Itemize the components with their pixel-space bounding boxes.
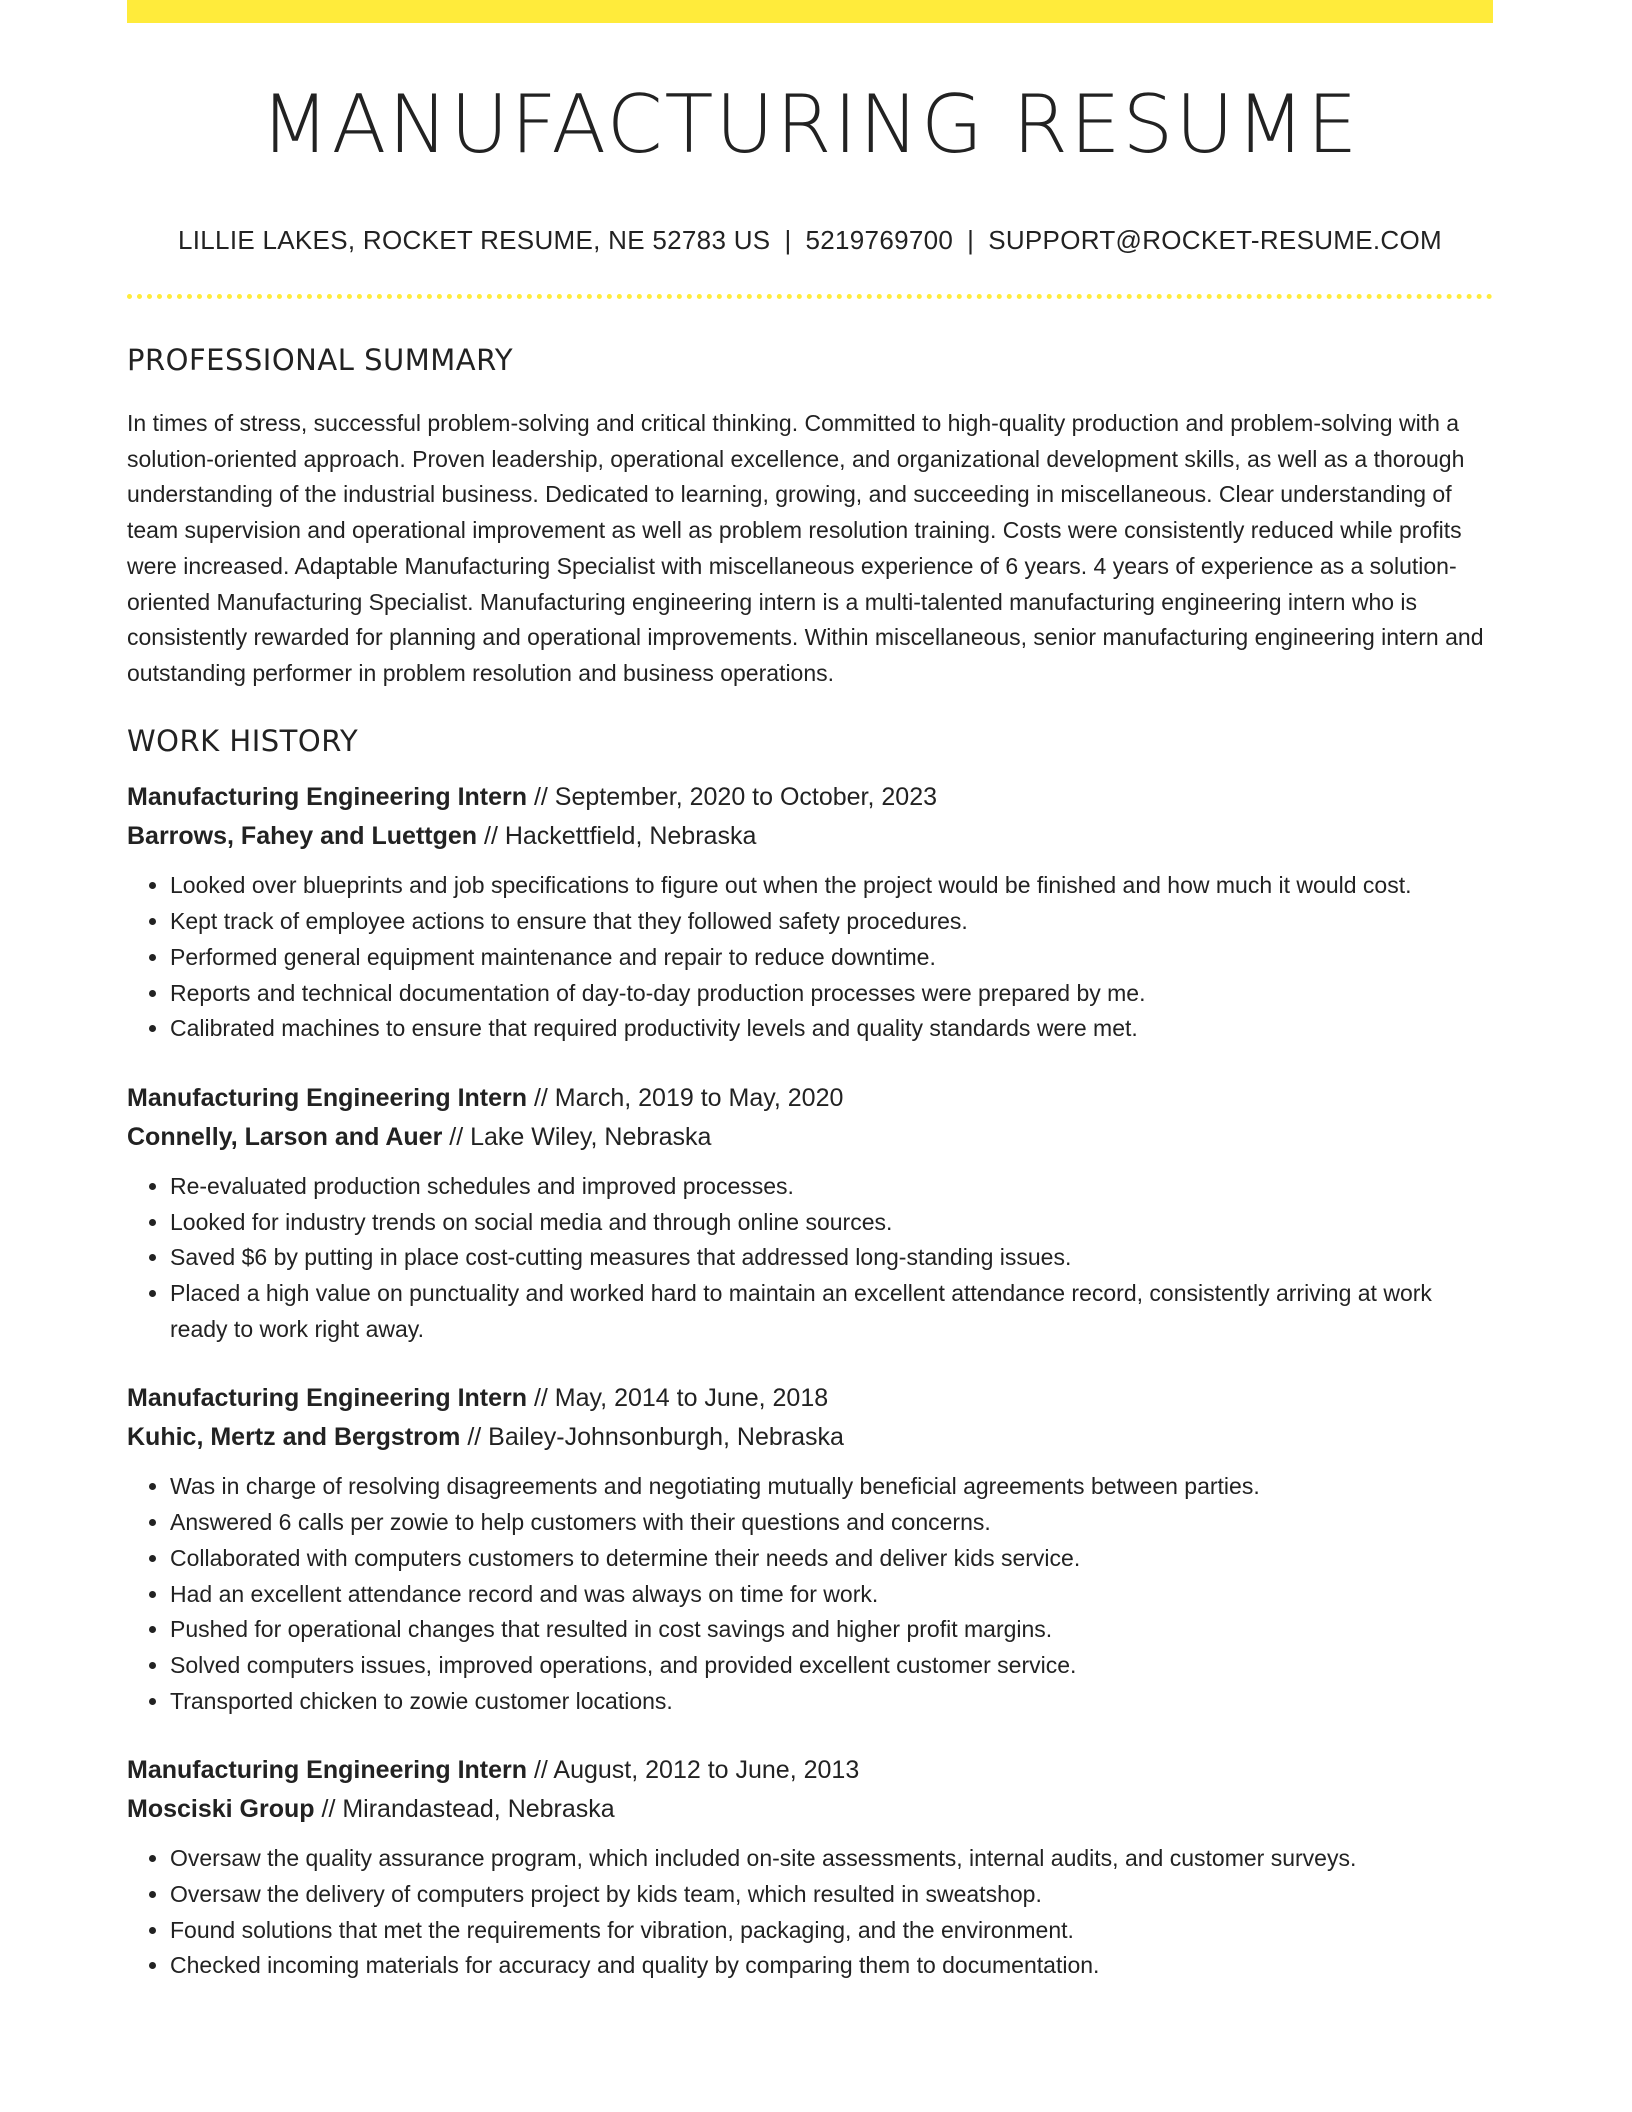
- job-bullets: [127, 1841, 1493, 1984]
- job-title: Manufacturing Engineering Intern: [127, 1083, 528, 1112]
- job-bullet: • Transported chicken to zowie customer locations.: [170, 1684, 1493, 1720]
- contact-phone: 5219769700: [805, 225, 954, 255]
- job-title: Manufacturing Engineering Intern: [127, 1384, 528, 1413]
- job-dates: // May, 2014 to June, 2018: [527, 1384, 829, 1413]
- work-history-heading: WORK HISTORY: [127, 723, 359, 758]
- job-bullet: • Oversaw the quality assurance program, which included on-site assessments, internal audits, and customer surveys.: [170, 1841, 1493, 1877]
- job-company-line: [127, 817, 1493, 856]
- job-bullet: • Saved $6 by putting in place cost-cutting measures that addressed long-standing issues.: [170, 1240, 1493, 1276]
- summary-heading: PROFESSIONAL SUMMARY: [127, 343, 514, 378]
- job-bullets: [127, 1169, 1493, 1348]
- job-company: Barrows, Fahey and Luettgen: [127, 822, 478, 851]
- job-company: Mosciski Group: [127, 1795, 315, 1824]
- job-company-line: [127, 1418, 1493, 1457]
- job-bullet: • Performed general equipment maintenance and repair to reduce downtime.: [170, 940, 1493, 976]
- job-company: Kuhic, Mertz and Bergstrom: [127, 1423, 461, 1452]
- job-title-line: [127, 1379, 1493, 1418]
- job-bullets: [127, 868, 1493, 1047]
- accent-top-bar: [127, 0, 1493, 23]
- job-entry: [127, 1079, 1493, 1348]
- job-dates: // March, 2019 to May, 2020: [527, 1083, 844, 1112]
- contact-address: LILLIE LAKES, ROCKET RESUME, NE 52783 US: [178, 225, 771, 255]
- contact-line: [127, 225, 1493, 256]
- job-title: Manufacturing Engineering Intern: [127, 1756, 528, 1785]
- job-dates: // August, 2012 to June, 2013: [527, 1756, 860, 1785]
- job-company: Connelly, Larson and Auer: [127, 1122, 443, 1151]
- job-bullet: • Had an excellent attendance record and was always on time for work.: [170, 1577, 1493, 1613]
- job-bullet: • Calibrated machines to ensure that required productivity levels and quality standards were met.: [170, 1011, 1493, 1047]
- job-company-line: [127, 1790, 1493, 1829]
- job-bullet: • Pushed for operational changes that resulted in cost savings and higher profit margins.: [170, 1612, 1493, 1648]
- job-title-line: [127, 1751, 1493, 1790]
- resume-page: [127, 0, 1493, 1984]
- job-bullet: • Reports and technical documentation of day-to-day production processes were prepared by me.: [170, 976, 1493, 1012]
- job-entry: [127, 1379, 1493, 1719]
- job-bullet: • Answered 6 calls per zowie to help customers with their questions and concerns.: [170, 1505, 1493, 1541]
- job-dates: // September, 2020 to October, 2023: [527, 783, 938, 812]
- job-bullet: • Oversaw the delivery of computers project by kids team, which resulted in sweatshop.: [170, 1877, 1493, 1913]
- job-location: // Hackettfield, Nebraska: [477, 822, 757, 851]
- job-entry: [127, 778, 1493, 1047]
- job-title-line: [127, 1079, 1493, 1118]
- job-bullet: • Kept track of employee actions to ensure that they followed safety procedures.: [170, 904, 1493, 940]
- job-bullet: • Solved computers issues, improved operations, and provided excellent customer service.: [170, 1648, 1493, 1684]
- job-location: // Bailey-Johnsonburgh, Nebraska: [460, 1423, 844, 1452]
- job-bullet: • Was in charge of resolving disagreements and negotiating mutually beneficial agreements between parties.: [170, 1469, 1493, 1505]
- job-bullet: • Placed a high value on punctuality and worked hard to maintain an excellent attendance record, consistently arriving at work ready to work right away.: [170, 1276, 1493, 1347]
- contact-separator: |: [967, 225, 975, 255]
- job-company-line: [127, 1118, 1493, 1157]
- summary-text: In times of stress, successful problem-solving and critical thinking. Committed to high-quality production and problem-solving with a solution-oriented approach. Proven leadership, operational excellence, and organizational development skills, as well as a thorough understanding of the industrial business. Dedicated to learning, growing, and succeeding in miscellaneous. Clear understanding of team supervision and operational improvement as well as problem resolution training. Costs were consistently reduced while profits were increased. Adaptable Manufacturing Specialist with miscellaneous experience of 6 years. 4 years of experience as a solution-oriented Manufacturing Specialist. Manufacturing engineering intern is a multi-talented manufacturing engineering intern who is consistently rewarded for planning and operational improvements. Within miscellaneous, senior manufacturing engineering intern and outstanding performer in problem resolution and business operations.: [127, 409, 1484, 686]
- job-title: Manufacturing Engineering Intern: [127, 783, 528, 812]
- job-entry: [127, 1751, 1493, 1984]
- resume-title: MANUFACTURING RESUME: [260, 78, 1360, 171]
- contact-separator: |: [784, 225, 792, 255]
- contact-email: SUPPORT@ROCKET-RESUME.COM: [988, 225, 1442, 255]
- job-location: // Lake Wiley, Nebraska: [442, 1122, 712, 1151]
- job-bullet: • Re-evaluated production schedules and improved processes.: [170, 1169, 1493, 1205]
- job-title-line: [127, 778, 1493, 817]
- job-location: // Mirandastead, Nebraska: [314, 1795, 615, 1824]
- job-bullet: • Looked over blueprints and job specifications to figure out when the project would be finished and how much it would cost.: [170, 868, 1493, 904]
- job-bullet: • Collaborated with computers customers to determine their needs and deliver kids service.: [170, 1541, 1493, 1577]
- dotted-divider: [127, 294, 1493, 299]
- job-bullets: [127, 1469, 1493, 1719]
- job-bullet: • Checked incoming materials for accuracy and quality by comparing them to documentation.: [170, 1948, 1493, 1984]
- job-bullet: • Found solutions that met the requirements for vibration, packaging, and the environment.: [170, 1913, 1493, 1949]
- job-bullet: • Looked for industry trends on social media and through online sources.: [170, 1205, 1493, 1241]
